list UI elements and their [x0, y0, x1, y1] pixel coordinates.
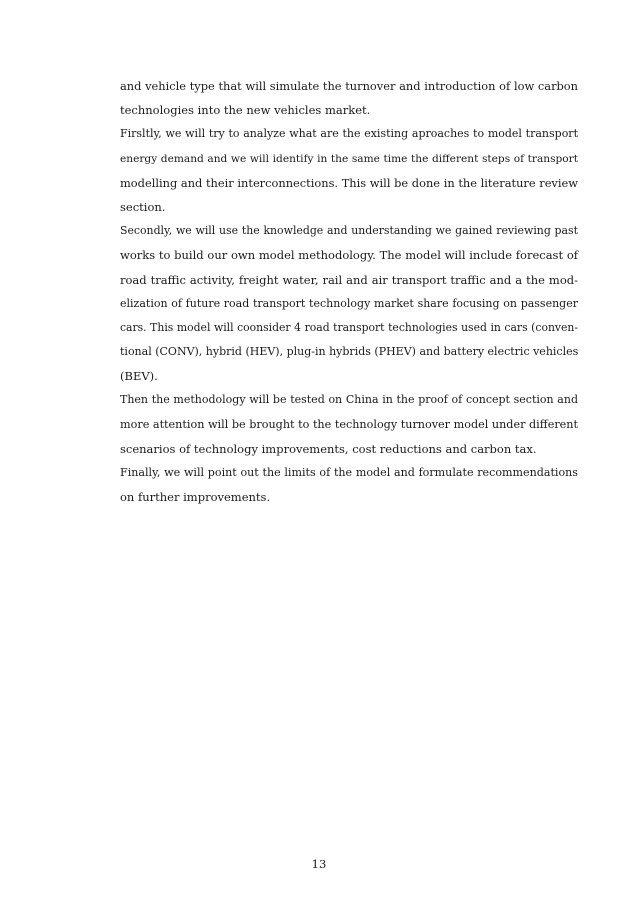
text-line: modelling and their interconnections. This will be done in the literature review — [120, 175, 578, 190]
text-line: tional (CONV), hybrid (HEV), plug-in hybrids (PHEV) and battery electric vehicles — [120, 345, 579, 359]
paragraph — [120, 461, 578, 509]
text-line: scenarios of technology improvements, cost reductions and carbon tax. — [120, 441, 537, 456]
paragraph — [120, 122, 578, 219]
text-line: cars. This model will coonsider 4 road transport technologies used in cars (conven- — [120, 320, 578, 334]
text-line: Finally, we will point out the limits of the model and formulate recommendations — [120, 466, 578, 479]
text-line: (BEV). — [120, 369, 158, 384]
text-line: more attention will be brought to the technology turnover model under different — [120, 417, 578, 431]
text-line: road traffic activity, freight water, rail and air transport traffic and a the mod- — [120, 272, 578, 287]
text-line: elization of future road transport technology market share focusing on passenger — [120, 296, 578, 310]
paragraph — [120, 388, 578, 461]
body-text — [120, 74, 578, 509]
text-line: Then the methodology will be tested on China in the proof of concept section and — [120, 393, 578, 407]
paragraph — [120, 219, 578, 388]
text-line: Firsltly, we will try to analyze what are the existing aproaches to model transport — [120, 127, 578, 141]
page-number: 13 — [311, 857, 327, 871]
text-line: energy demand and we will identify in the same time the different steps of transport — [120, 152, 578, 165]
paragraph — [120, 74, 578, 122]
text-line: Secondly, we will use the knowledge and understanding we gained reviewing past — [120, 224, 578, 238]
text-line: on further improvements. — [120, 490, 271, 505]
text-line: works to build our own model methodology. The model will include forecast of — [120, 248, 578, 263]
text-line: section. — [120, 199, 166, 214]
text-line: technologies into the new vehicles market. — [120, 103, 371, 118]
text-line: and vehicle type that will simulate the turnover and introduction of low carbon — [120, 79, 578, 93]
